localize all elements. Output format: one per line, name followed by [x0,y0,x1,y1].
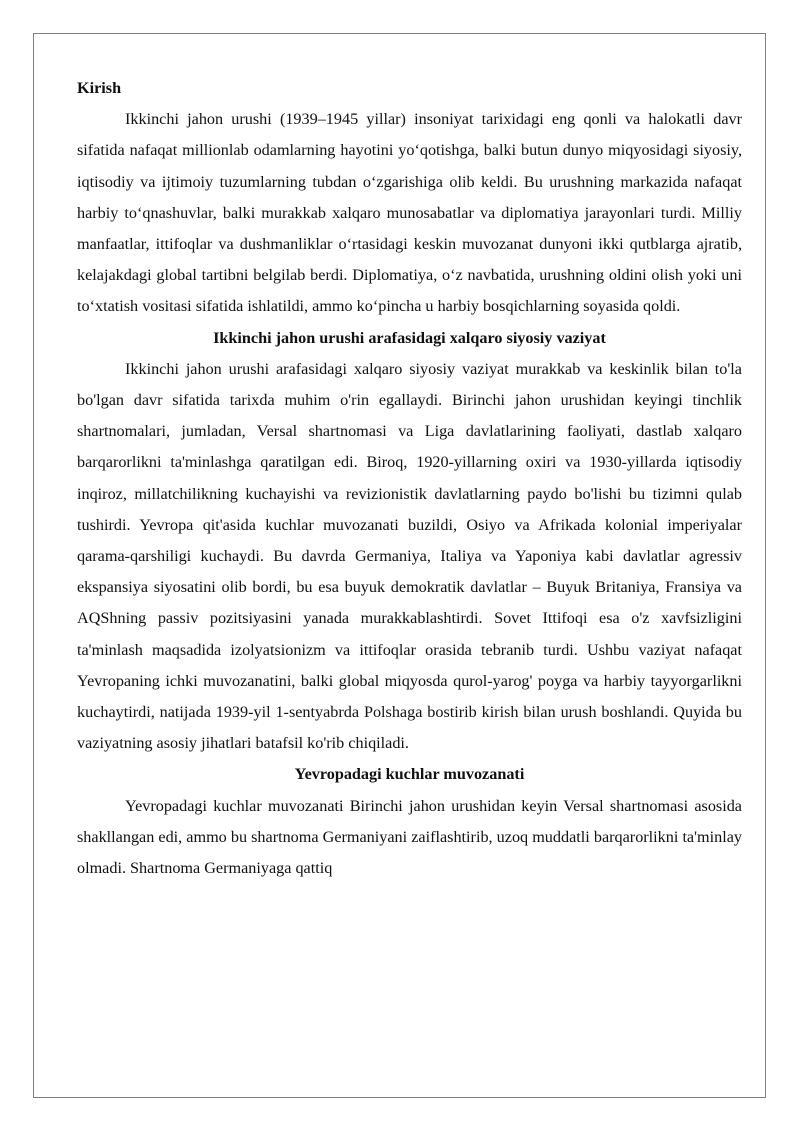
section-heading-balance-of-power: Yevropadagi kuchlar muvozanati [294,765,525,784]
section-heading-prewar-situation: Ikkinchi jahon urushi arafasidagi xalqaro siyosiy vaziyat [213,328,606,347]
document-body [77,73,742,884]
intro-paragraph: Ikkinchi jahon urushi (1939–1945 yillar) insoniyat tarixidagi eng qonli va halokatli davr sifatida nafaqat millionlab odamlarning hayotini yo‘qotishga, balki butun dunyo miqyosidagi siyosiy, iqtisodiy va ijtimoiy tuzumlarning tubdan o‘zgarishiga olib keldi. Bu urushning markazida nafaqat harbiy to‘qnashuvlar, balki murakkab xalqaro munosabatlar va diplomatiya jarayonlari turdi. Milliy manfaatlar, ittifoqlar va dushmanliklar o‘rtasidagi keskin muvozanat dunyoni ikki qutblarga ajratib, kelajakdagi global tartibni belgilab berdi. Diplomatiya, o‘z navbatida, urushning oldini olish yoki uni to‘xtatish vositasi sifatida ishlatildi, ammo ko‘pincha u harbiy bosqichlarning soyasida qoldi. [77,110,742,316]
intro-heading: Kirish [77,79,122,97]
balance-of-power-paragraph: Yevropadagi kuchlar muvozanati Birinchi jahon urushidan keyin Versal shartnomasi asosida shakllangan edi, ammo bu shartnoma Germaniyani zaiflashtirib, uzoq muddatli barqarorlikni ta'minlay olmadi. Shartnoma Germaniyaga qattiq [77,796,742,878]
prewar-situation-paragraph: Ikkinchi jahon urushi arafasidagi xalqaro siyosiy vaziyat murakkab va keskinlik bilan to'la bo'lgan davr sifatida tarixda muhim o'rin egallaydi. Birinchi jahon urushidan keyingi tinchlik shartnomalari, jumladan, Versal shartnomasi va Liga davlatlarining faoliyati, dastlab xalqaro barqarorlikni ta'minlashga qaratilgan edi. Biroq, 1920-yillarning oxiri va 1930-yillarda iqtisodiy inqiroz, millatchilikning kuchayishi va revizionistik davlatlarning paydo bo'lishi bu tizimni qulab tushirdi. Yevropa qit'asida kuchlar muvozanati buzildi, Osiyo va Afrikada kolonial imperiyalar qarama-qarshiligi kuchaydi. Bu davrda Germaniya, Italiya va Yaponiya kabi davlatlar agressiv ekspansiya siyosatini olib bordi, bu esa buyuk demokratik davlatlar – Buyuk Britaniya, Fransiya va AQShning passiv pozitsiyasini yanada murakkablashtirdi. Sovet Ittifoqi esa o'z xavfsizligini ta'minlash maqsadida izolyatsionizm va ittifoqlar orasida tebranib turdi. Ushbu vaziyat nafaqat Yevropaning ichki muvozanatini, balki global miqyosda qurol-yarog' poyga va harbiy tayyorgarlikni kuchaytirdi, natijada 1939-yil 1-sentyabrda Polshaga bostirib kirish bilan urush boshlandi. Quyida bu vaziyatning asosiy jihatlari batafsil ko'rib chiqiladi. [77,359,742,753]
